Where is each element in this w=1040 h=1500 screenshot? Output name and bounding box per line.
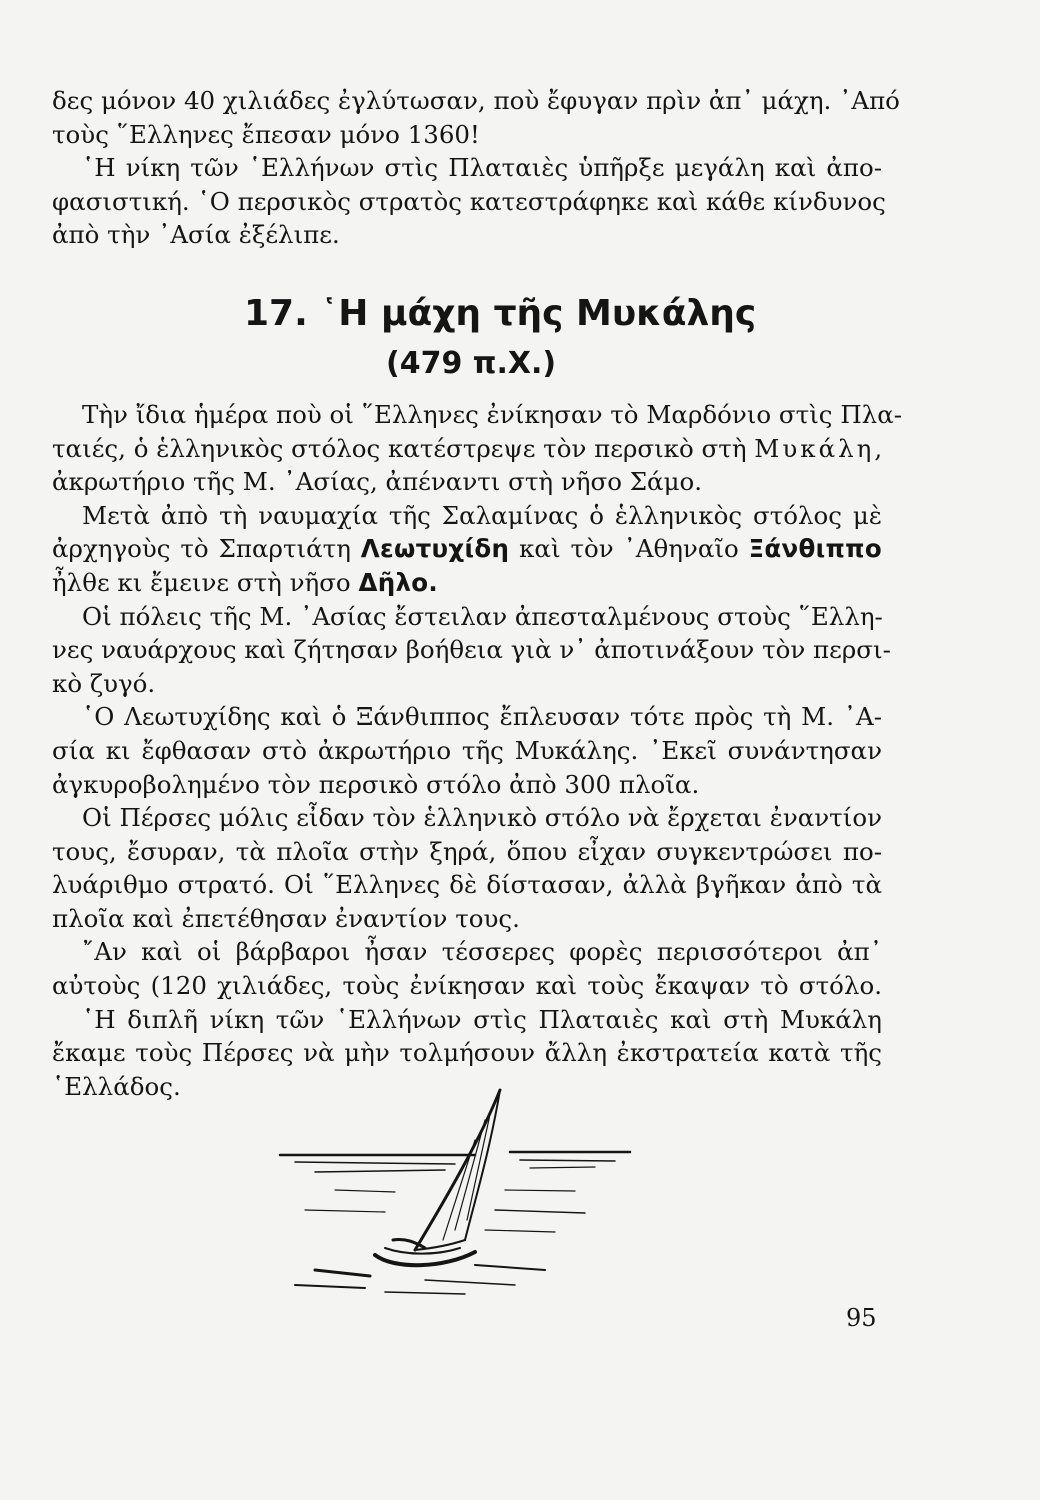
text-span: ἀρχηγοὺς τὸ Σπαρτιάτη: [52, 534, 361, 564]
text-line: ῾Η νίκη τῶν ῾Ελλήνων στὶς Πλαταιὲς ὑπῆρξε μεγάλη καὶ ἀπο-: [82, 153, 882, 183]
paragraph-victory: [52, 151, 886, 252]
section-title: 17. ῾Η μάχη τῆς Μυκάλης: [244, 292, 757, 334]
text-line: ἀγκυροβολημένο τὸν περσικὸ στόλο ἀπὸ 300 πλοῖα.: [52, 769, 700, 799]
text-line: Τὴν ἴδια ἡμέρα ποὺ οἱ ῞Ελληνες ἐνίκησαν τὸ Μαρδόνιο στὶς Πλα-: [82, 399, 903, 429]
text-line: ῎Αν καὶ οἱ βάρβαροι ἦσαν τέσσερες φορὲς περισσότεροι ἀπ᾽: [82, 937, 882, 967]
paragraph: [52, 499, 882, 600]
text-span: ἦλθε κι ἔμεινε στὴ νῆσο: [52, 567, 359, 597]
page-number: 95: [846, 1304, 877, 1332]
text-span: καὶ τὸν ᾽Αθηναῖο: [509, 534, 749, 564]
section-date: (479 π.Χ.): [386, 345, 557, 381]
bold-name-xanthippus: Ξάνθιππο: [748, 534, 882, 564]
text-line: [52, 532, 882, 566]
bold-name-leotychidas: Λεωτυχίδη: [360, 534, 510, 564]
text-line: ῾Ελλάδος.: [52, 1071, 181, 1101]
bold-name-delos: Δῆλο.: [358, 567, 439, 597]
text-line: σία κι ἔφθασαν στὸ ἀκρωτήριο τῆς Μυκάλης. ᾽Εκεῖ συνάντησαν: [52, 735, 882, 765]
text-line: ῾Ο Λεωτυχίδης καὶ ὁ Ξάνθιππος ἔπλευσαν τότε πρὸς τὴ Μ. ᾽Α-: [82, 702, 882, 732]
text-line: Οἱ πόλεις τῆς Μ. ᾽Ασίας ἔστειλαν ἀπεσταλμένους στοὺς ῞Ελλη-: [82, 601, 883, 631]
text-line: [52, 566, 882, 600]
text-line: [52, 432, 886, 466]
text-line: Μετὰ ἀπὸ τὴ ναυμαχία τῆς Σαλαμίνας ὁ ἑλληνικὸς στόλος μὲ: [82, 500, 882, 530]
paragraph: [52, 398, 903, 499]
text-line: Οἱ Πέρσες μόλις εἶδαν τὸν ἑλληνικὸ στόλο νὰ ἔρχεται ἐναντίον: [82, 803, 882, 833]
paragraph: [52, 935, 882, 1002]
text-line: αὐτοὺς (120 χιλιάδες, τοὺς ἐνίκησαν καὶ τοὺς ἔκαψαν τὸ στόλο.: [52, 971, 882, 1001]
text-line: πλοῖα καὶ ἐπετέθησαν ἐναντίον τους.: [52, 903, 520, 933]
paragraph: [52, 700, 882, 801]
text-line: κὸ ζυγό.: [52, 668, 156, 698]
paragraph-intro: [52, 84, 900, 151]
sailboat-illustration: [275, 1080, 635, 1300]
text-line: ἔκαμε τοὺς Πέρσες νὰ μὴν τολμήσουν ἄλλη ἐκστρατεία κατὰ τῆς: [52, 1038, 882, 1068]
text-block: [52, 84, 903, 1103]
spaced-place-name: Μυκάλη,: [754, 433, 886, 463]
text-line: ῾Η διπλῆ νίκη τῶν ῾Ελλήνων στὶς Πλαταιὲς καὶ στὴ Μυκάλη: [82, 1004, 882, 1034]
text-line: φασιστική. ῾Ο περσικὸς στρατὸς κατεστράφηκε καὶ κάθε κίνδυνος: [52, 186, 886, 216]
paragraph: [52, 801, 882, 935]
text-line: ἀπὸ τὴν ᾽Ασία ἐξέλιπε.: [52, 220, 340, 250]
paragraph: [52, 600, 891, 701]
text-line: δες μόνον 40 χιλιάδες ἐγλύτωσαν, ποὺ ἔφυγαν πρὶν ἀπ᾽ μάχη. ᾽Από: [52, 86, 900, 115]
text-line: νες ναυάρχους καὶ ζήτησαν βοήθεια γιὰ ν᾽ ἀποτινάξουν τὸν περσι-: [52, 635, 891, 665]
text-line: τους, ἔσυραν, τὰ πλοῖα στὴν ξηρά, ὅπου εἶχαν συγκεντρώσει πο-: [52, 836, 882, 866]
text-span: ταιές, ὁ ἑλληνικὸς στόλος κατέστρεψε τὸν περσικὸ στὴ: [52, 433, 755, 463]
text-line: τοὺς ῞Ελληνες ἔπεσαν μόνο 1360!: [52, 119, 480, 149]
text-line: ἀκρωτήριο τῆς Μ. ᾽Ασίας, ἀπέναντι στὴ νῆσο Σάμο.: [52, 467, 703, 497]
text-line: λυάριθμο στρατό. Οἱ ῞Ελληνες δὲ δίστασαν, ἀλλὰ βγῆκαν ἀπὸ τὰ: [52, 870, 882, 900]
